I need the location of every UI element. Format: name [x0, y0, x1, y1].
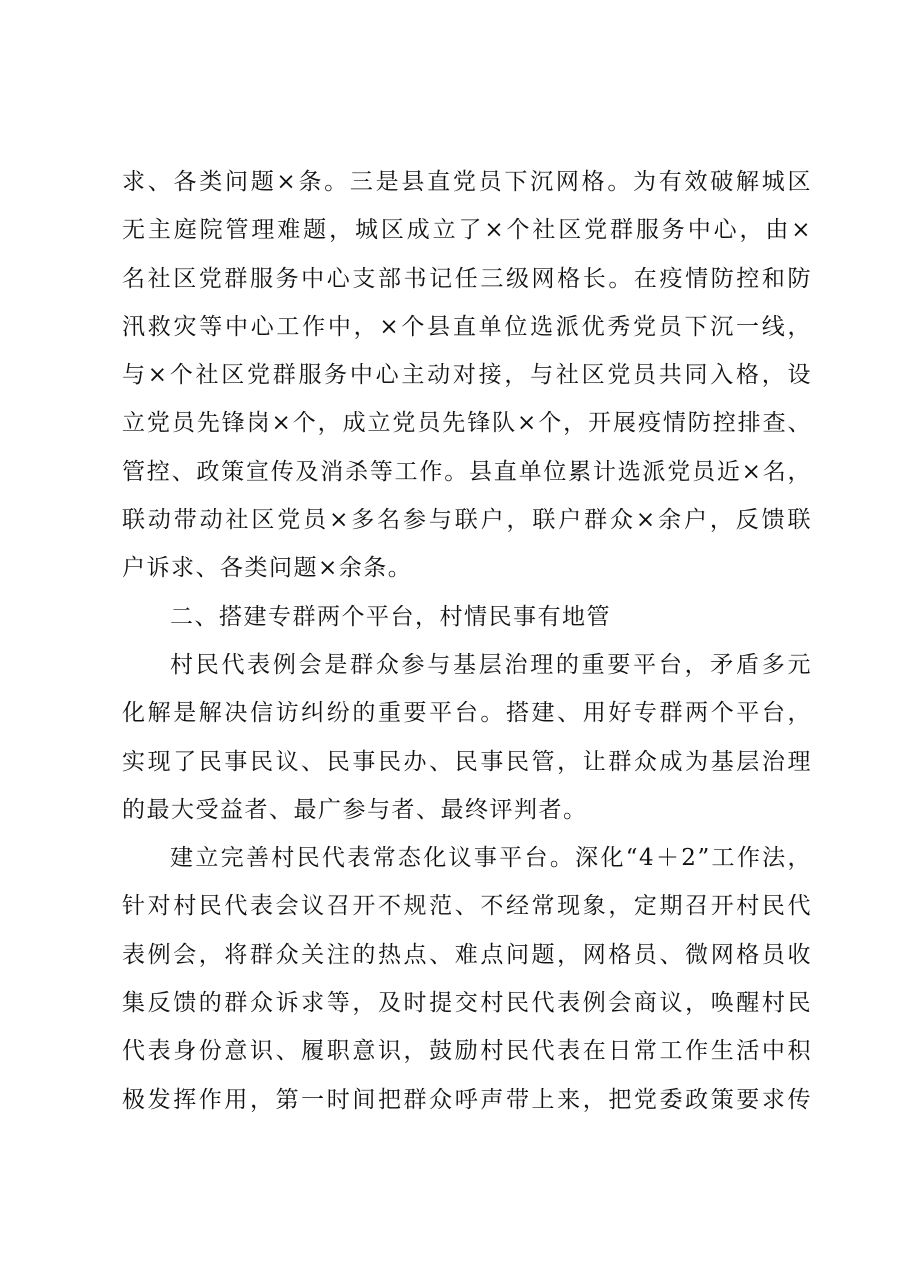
section-heading: 二、搭建专群两个平台，村情民事有地管: [170, 603, 611, 630]
paragraph-line: 管控、政策宣传及消杀等工作。县直单位累计选派党员近×名，: [122, 458, 812, 485]
paragraph-line: 化解是解决信访纠纷的重要平台。搭建、用好专群两个平台，: [122, 700, 812, 727]
document-body: [122, 158, 812, 1124]
paragraph-line: 立党员先锋岗×个，成立党员先锋队×个，开展疫情防控排查、: [122, 410, 812, 437]
paragraph-line: 汛救灾等中心工作中，×个县直单位选派优秀党员下沉一线，: [122, 313, 812, 340]
paragraph-line: 村民代表例会是群众参与基层治理的重要平台，矛盾多元: [170, 651, 812, 678]
paragraph-line: 联动带动社区党员×多名参与联户，联户群众×余户，反馈联: [122, 507, 812, 534]
paragraph-line: 户诉求、各类问题×余条。: [122, 555, 413, 582]
paragraph-line: 建立完善村民代表常态化议事平台。深化“4＋2”工作法，: [170, 845, 812, 872]
paragraph-line: 集反馈的群众诉求等，及时提交村民代表例会商议，唤醒村民: [122, 990, 812, 1017]
paragraph-line: 求、各类问题×条。三是县直党员下沉网格。为有效破解城区: [122, 169, 812, 195]
paragraph-line: 表例会，将群众关注的热点、难点问题，网格员、微网格员收: [122, 941, 812, 968]
paragraph-line: 名社区党群服务中心支部书记任三级网格长。在疫情防控和防: [122, 265, 812, 292]
paragraph-line: 与×个社区党群服务中心主动对接，与社区党员共同入格，设: [122, 362, 812, 389]
paragraph-line: 无主庭院管理难题，城区成立了×个社区党群服务中心，由×: [122, 217, 812, 244]
paragraph-line: 针对村民代表会议召开不规范、不经常现象，定期召开村民代: [122, 893, 812, 920]
paragraph-line: 实现了民事民议、民事民办、民事民管，让群众成为基层治理: [122, 748, 812, 775]
paragraph-line: 的最大受益者、最广参与者、最终评判者。: [122, 796, 588, 823]
paragraph-line: 极发挥作用，第一时间把群众呼声带上来，把党委政策要求传: [122, 1086, 812, 1113]
paragraph-line: 代表身份意识、履职意识，鼓励村民代表在日常工作生活中积: [122, 1038, 812, 1065]
